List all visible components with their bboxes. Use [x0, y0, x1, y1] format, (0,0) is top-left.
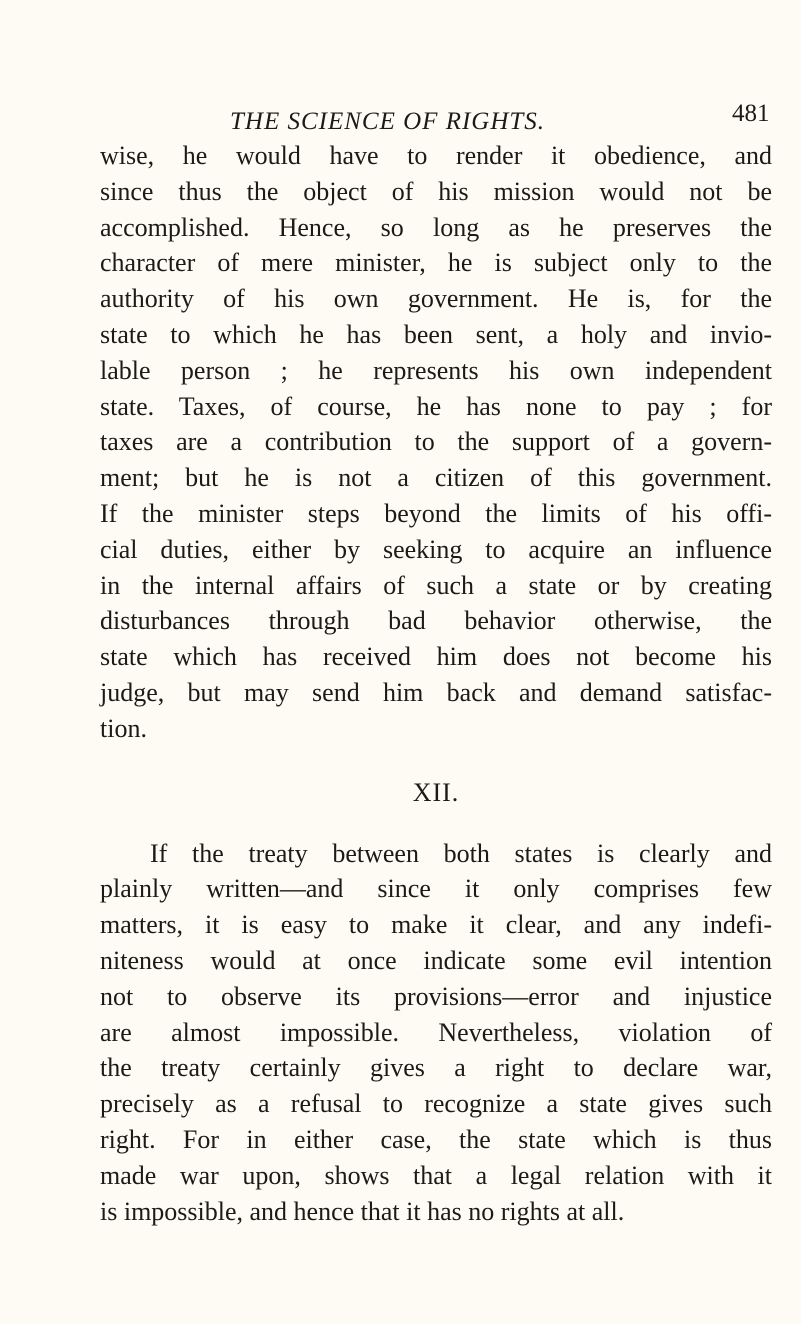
text-line: are almost impossible. Nevertheless, violation of	[100, 1017, 772, 1047]
text-line: not to observe its provisions—error and injustice	[100, 981, 772, 1011]
text-line: is impossible, and hence that it has no rights at all.	[100, 1196, 625, 1226]
page-number: 481	[732, 100, 770, 127]
text-line: disturbances through bad behavior otherwise, the	[100, 606, 772, 636]
paragraph	[100, 836, 772, 1230]
text-line: in the internal affairs of such a state or by creating	[100, 570, 772, 600]
text-line: matters, it is easy to make it clear, and any indefi-	[100, 910, 772, 940]
text-line: plainly written—and since it only comprises few	[100, 874, 772, 904]
text-line: state to which he has been sent, a holy and invio-	[100, 319, 772, 349]
text-line: ment; but he is not a citizen of this government.	[100, 463, 772, 493]
text-line: state which has received him does not become his	[100, 642, 772, 672]
text-line: If the minister steps beyond the limits of his offi-	[100, 498, 772, 528]
text-line: state. Taxes, of course, he has none to pay ; for	[100, 391, 772, 421]
text-line: If the treaty between both states is clearly and	[150, 838, 772, 868]
text-line: authority of his own government. He is, for the	[100, 284, 772, 314]
text-line: taxes are a contribution to the support of a govern-	[100, 427, 772, 457]
running-title: THE SCIENCE OF RIGHTS.	[230, 108, 546, 135]
body-text	[100, 138, 772, 1229]
text-line: judge, but may send him back and demand satisfac-	[100, 677, 772, 707]
text-line: accomplished. Hence, so long as he preserves the	[100, 212, 772, 242]
text-line: tion.	[100, 713, 147, 743]
text-line: niteness would at once indicate some evil intention	[100, 945, 772, 975]
text-line: character of mere minister, he is subject only to the	[100, 248, 772, 278]
text-line: cial duties, either by seeking to acquire an influence	[100, 534, 772, 564]
text-line: right. For in either case, the state which is thus	[100, 1124, 772, 1154]
paragraph	[100, 138, 772, 747]
section-heading: XII.	[412, 777, 460, 807]
text-line: the treaty certainly gives a right to declare war,	[100, 1053, 772, 1083]
text-line: lable person ; he represents his own independent	[100, 355, 772, 385]
text-line: since thus the object of his mission would not be	[100, 176, 772, 206]
text-line: precisely as a refusal to recognize a state gives such	[100, 1089, 772, 1119]
text-line: wise, he would have to render it obedience, and	[100, 141, 772, 170]
text-line: made war upon, shows that a legal relation with it	[100, 1160, 772, 1190]
